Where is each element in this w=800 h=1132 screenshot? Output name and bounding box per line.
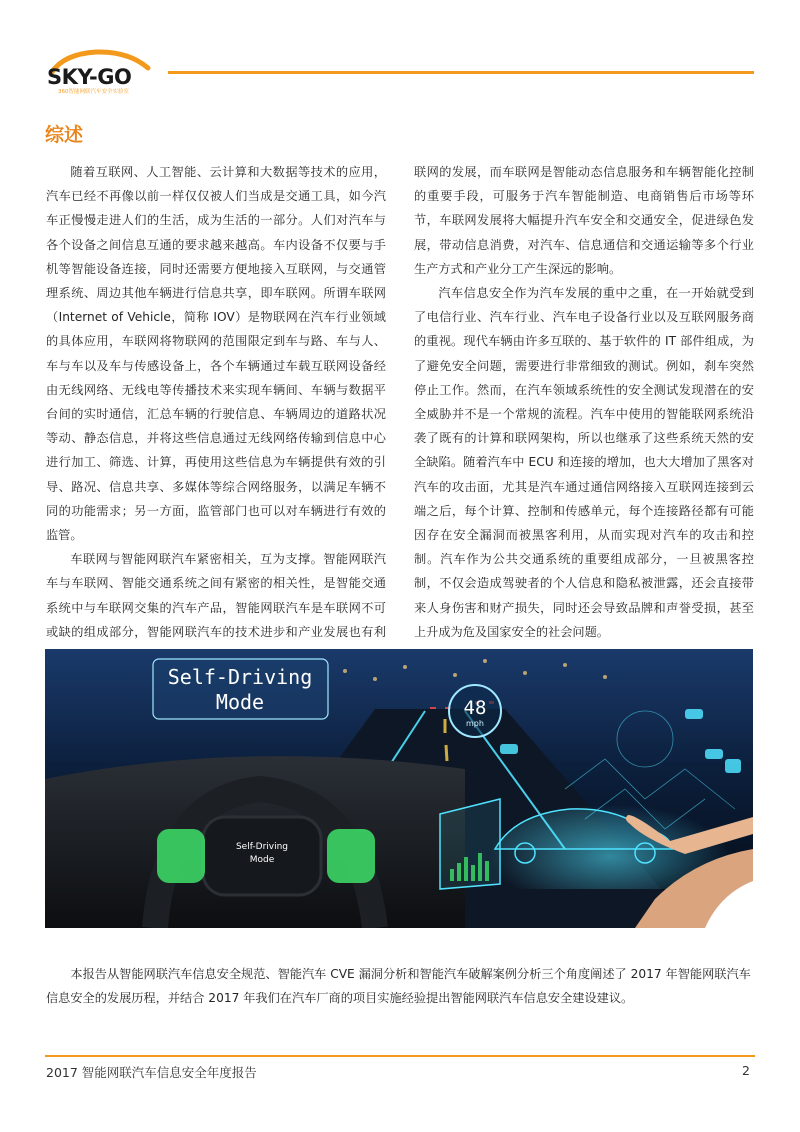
skygo-logo bbox=[44, 46, 162, 96]
page-number: 2 bbox=[742, 1063, 750, 1078]
summary-paragraph: 本报告从智能网联汽车信息安全规范、智能汽车 CVE 漏洞分析和智能汽车破解案例分析三个角度阐述了 2017 年智能网联汽车信息安全的发展历程，并结合 2017 年我们在汽车厂商的项目实施经验提出智能网联汽车信息安全建设建议。 bbox=[46, 967, 751, 1005]
logo-subtitle: 360智能网联汽车安全实验室 bbox=[58, 89, 129, 95]
paragraph: 随着互联网、人工智能、云计算和大数据等技术的应用，汽车已经不再像以前一样仅仅被人们当成是交通工具，如今汽车正慢慢走进人们的生活，成为生活的一部分。人们对汽车与各个设备之间信息互通的要求越来越高。车内设备不仅要与手机等智能设备连接，同时还需要方便地接入互联网，与交通管理系统、周边其他车辆进行信息共享，即车联网。所谓车联网（Internet of Vehicle，简称 IOV）是物联网在汽车行业领域的具体应用，车联网将物联网的范围限定到车与路、车与人、车与车以及车与传感设备上，各个车辆通过车载互联网设备经由无线网络、无线电等传播技术来实现车辆间、车辆与数据平台间的实时通信，汇总车辆的行驶信息、车辆周边的道路状况等动、静态信息，并将这些信息通过无线网络传输到信息中心进行加工、筛选、计算，再使用这些信息为车辆提供有效的引导、路况、信息共享、多媒体等综合网络服务，以满足车辆不同的功能需求；另一方面，监管部门也可以对车辆进行有效的监管。 bbox=[46, 165, 386, 543]
wheel-label-line2: Mode bbox=[249, 855, 275, 865]
hud-title-line1: Self-Driving bbox=[167, 665, 313, 689]
logo-wordmark: SKY-GO bbox=[47, 65, 132, 89]
footer-report-title: 2017 智能网联汽车信息安全年度报告 bbox=[46, 1065, 257, 1080]
right-column bbox=[414, 160, 754, 644]
paragraph: 汽车信息安全作为汽车发展的重中之重，在一开始就受到了电信行业、汽车行业、汽车电子设备行业以及互联网服务商的重视。现代车辆由许多互联的、基于软件的 IT 部件组成，为了避免安全问题，需要进行非常细致的测试。例如，刹车突然停止工作。然而，在汽车领域系统性的安全测试发现潜在的安全威胁并不是一个常规的流程。汽车中使用的智能联网系统沿袭了既有的计算和联网架构，所以也继承了这些系统天然的安全缺陷。随着汽车中 ECU 和连接的增加，也大大增加了黑客对汽车的攻击面，尤其是汽车通过通信网络接入互联网连接到云端之后，每个计算、控制和传感单元，每个连接路径都有可能因存在安全漏洞而被黑客利用，从而实现对汽车的攻击和控制。汽车作为公共交通系统的重要组成部分，一旦被黑客控制，不仅会造成驾驶者的个人信息和隐私被泄露，还会直接带来人身伤害和财产损失，同时还会导致品牌和声誉受损，甚至上升成为危及国家安全的社会问题。 bbox=[414, 286, 754, 639]
header-rule bbox=[168, 71, 754, 74]
hud-title-line2: Mode bbox=[215, 690, 265, 714]
speed-unit: mph bbox=[466, 719, 484, 728]
section-title: 综述 bbox=[45, 124, 84, 146]
speed-value: 48 bbox=[463, 697, 487, 719]
paragraph: 车联网与智能网联汽车紧密相关，互为支撑。智能网联汽车与车联网、智能交通系统之间有紧密的相关性，是智能交通系统中与车联网交集的汽车产品，智能网联汽车是车联网不可或缺的组成部分，智能网联汽车的技术进步和产业发展也有利 bbox=[46, 552, 386, 639]
self-driving-cockpit-image bbox=[45, 649, 753, 928]
left-column bbox=[46, 160, 386, 668]
wheel-label-line1: Self-Driving bbox=[235, 842, 289, 852]
paragraph-continued: 联网的发展，而车联网是智能动态信息服务和车辆智能化控制的重要手段，可服务于汽车智能制造、电商销售后市场等环节，车联网发展将大幅提升汽车安全和交通安全，促进绿色发展，带动信息消费，对汽车、信息通信和交通运输等多个行业生产方式和产业分工产生深远的影响。 bbox=[414, 165, 754, 276]
footer-rule bbox=[45, 1055, 755, 1057]
